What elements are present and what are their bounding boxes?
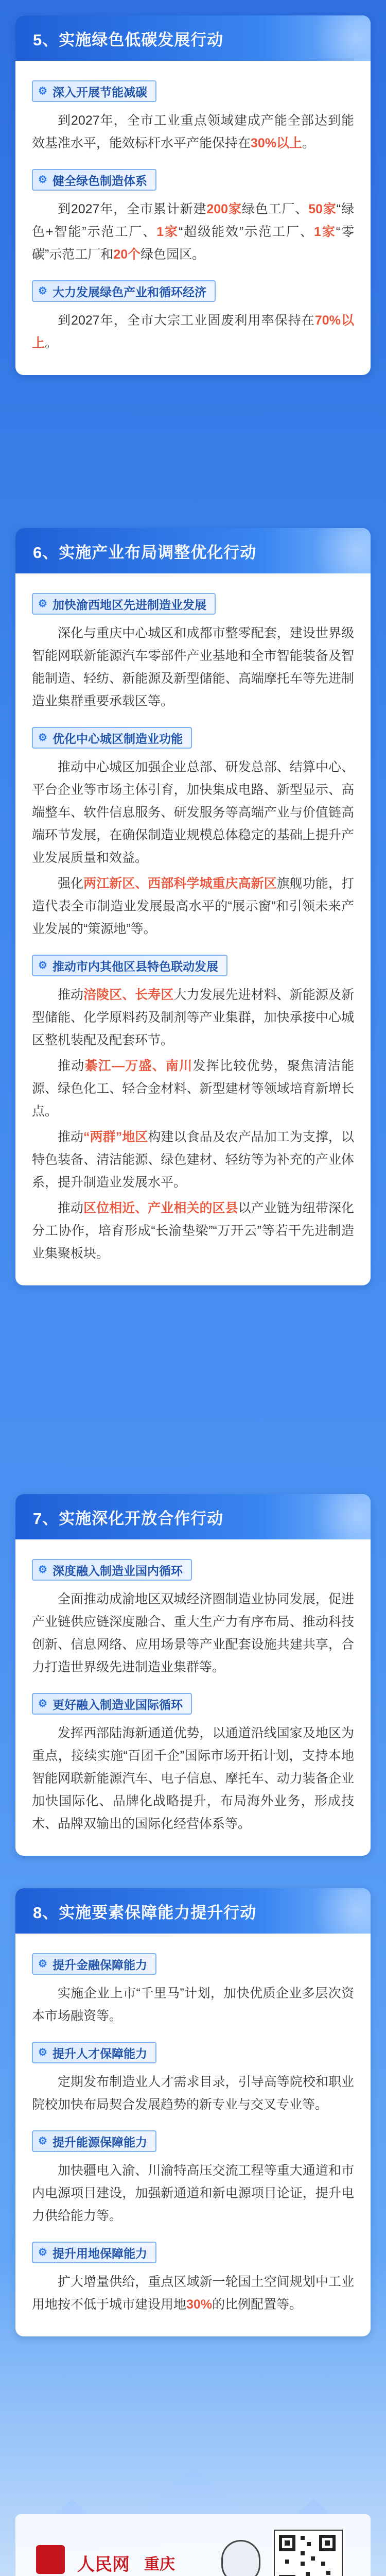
gear-icon: ⚙ — [38, 1564, 47, 1575]
subsection-heading — [32, 2130, 156, 2152]
paragraph — [32, 109, 354, 155]
section-6 — [15, 528, 371, 1285]
paragraph — [32, 1722, 354, 1835]
body-text: 推动 — [58, 1201, 84, 1215]
body-text: 绿色园区。 — [141, 247, 205, 262]
subsection-heading — [32, 280, 216, 302]
highlight-text: 1家 — [313, 225, 336, 239]
paragraph — [32, 984, 354, 1052]
gear-icon: ⚙ — [38, 2047, 47, 2058]
gear-icon: ⚙ — [38, 1958, 47, 1970]
subsection-heading — [32, 1559, 192, 1581]
section-title: 6、实施产业布局调整优化行动 — [15, 528, 371, 573]
subsection-heading-text: 大力发展绿色产业和循环经济 — [52, 285, 206, 299]
body-text: 旗舰功能，打造代表全市制造业发展最高水平的“展示窗”和引领未来产业发展的“策源地”等。 — [32, 876, 354, 936]
subsection-heading-text: 更好融入制造业国际循环 — [52, 1698, 183, 1711]
body-text: 全面推动成渝地区双城经济圈制造业协同发展，促进产业链供应链深度融合、重大生产力有序布局、推动科技创新、信息网络、应用场景等产业配套设施共建共享，合力打造世界级先进制造业集群等。 — [32, 1592, 354, 1674]
highlight-text: 30% — [186, 2297, 213, 2312]
body-text: 。 — [302, 136, 315, 150]
highlight-text: 20个 — [113, 247, 141, 262]
section-8 — [15, 1888, 371, 2336]
subsection-heading-text: 优化中心城区制造业功能 — [52, 732, 183, 745]
section-title: 8、实施要素保障能力提升行动 — [15, 1888, 371, 1934]
section-title: 7、实施深化开放合作行动 — [15, 1494, 371, 1539]
qr-code-icon — [274, 2530, 343, 2576]
paragraph — [32, 2270, 354, 2316]
body-text: 大力发展先进材料、新能源及新型储能、化学原料药及制剂等产业集群，加快承接中心城区整机装配及配套环节。 — [32, 988, 354, 1047]
subsection-heading-text: 深度融入制造业国内循环 — [52, 1564, 183, 1578]
paragraph — [32, 756, 354, 869]
paragraph — [32, 2071, 354, 2116]
highlight-text: 50家 — [308, 202, 337, 216]
body-text: 的比例配置等。 — [212, 2297, 303, 2312]
subsection-heading — [32, 169, 156, 191]
body-text: 推动中心城区加强企业总部、研发总部、结算中心、平台企业等市场主体引育，加快集成电路、新型显示、高端整车、软件信息服务、研发服务等高端产业与价值链高端环节发展，在确保制造业规模总体稳定的基础上提升产业发展质量和效益。 — [32, 760, 354, 865]
subsection-heading — [32, 2242, 156, 2263]
subsection-heading-text: 提升人才保障能力 — [52, 2046, 147, 2060]
body-text: 到2027年，全市大宗工业固废利用率保持在 — [58, 313, 315, 328]
paragraph — [32, 1055, 354, 1123]
paragraph — [32, 1126, 354, 1194]
body-text: 到2027年，全市累计新建 — [58, 202, 207, 216]
subsection-heading — [32, 727, 192, 749]
highlight-text: 綦江—万盛、南川 — [84, 1059, 193, 1073]
gear-icon: ⚙ — [38, 285, 47, 297]
chongqing-logo: 重庆 — [144, 2556, 175, 2573]
body-text: 扩大增量供给，重点区域新一轮国土空间规划中工业用地按不低于城市建设用地 — [32, 2275, 354, 2312]
body-text: 发挥西部陆海新通道优势，以通道沿线国家及地区为重点，接续实施“百团千企”国际市场开拓计划，支持本地智能网联新能源汽车、电子信息、摩托车、动力装备企业加快国际化、品牌化战略提升，布局海外业务，形成技术、品牌双输出的国际化经营体系等。 — [32, 1726, 354, 1831]
body-text: 到2027年，全市工业重点领域建成产能全部达到能效基准水平，能效标杆水平产能保持在 — [32, 113, 354, 150]
subsection-heading — [32, 955, 227, 976]
paragraph — [32, 1982, 354, 2027]
body-text: 实施企业上市“千里马”计划，加快优质企业多层次资本市场融资等。 — [32, 1986, 354, 2023]
paragraph — [32, 622, 354, 713]
highlight-text: “两群”地区 — [83, 1130, 148, 1144]
highlight-text: 区位相近、产业相关的区县 — [83, 1201, 238, 1215]
gear-icon: ⚙ — [38, 960, 47, 971]
mascot-icon — [221, 2540, 260, 2576]
body-text: 深化与重庆中心城区和成都市整零配套，建设世界级智能网联新能源汽车零部件产业基地和全市智能装备及智能制造、轻纺、新能源及新型储能、高端摩托车等先进制造业集群重要承载区等。 — [32, 626, 354, 708]
body-text: 构建以食品及农产品加工为支撑，以特色装备、清洁能源、绿色建材、轻纺等为补充的产业体系，提升制造业发展水平。 — [32, 1130, 354, 1190]
body-text: “超级能效”示范工厂、 — [179, 225, 314, 239]
paragraph — [32, 1588, 354, 1679]
subsection-heading — [32, 593, 216, 615]
body-text: “零碳”示范工厂和 — [32, 225, 355, 262]
section-5 — [15, 15, 371, 375]
highlight-text: 200家 — [206, 202, 242, 216]
gear-icon: ⚙ — [38, 86, 47, 97]
paragraph — [32, 872, 354, 940]
seal-icon — [36, 2545, 65, 2574]
paragraph — [32, 309, 354, 354]
body-text: 发挥比较优势，聚焦清洁能源、绿色化工、轻合金材料、新型建材等领域培育新增长点。 — [32, 1059, 354, 1118]
footer-logo-bar — [15, 2514, 371, 2576]
gear-icon: ⚙ — [38, 732, 47, 743]
body-text: 推动 — [58, 1059, 85, 1073]
footer — [0, 2514, 386, 2576]
subsection-heading — [32, 2042, 156, 2063]
subsection-heading-text: 提升金融保障能力 — [52, 1958, 147, 1972]
section-body — [15, 61, 371, 375]
gear-icon: ⚙ — [38, 598, 47, 609]
section-7 — [15, 1494, 371, 1856]
body-text: 推动 — [58, 1130, 84, 1144]
section-body — [15, 573, 371, 1285]
gear-icon: ⚙ — [38, 2136, 47, 2147]
body-text: 。 — [45, 336, 58, 350]
subsection-heading-text: 深入开展节能减碳 — [52, 85, 147, 99]
subsection-heading-text: 加快渝西地区先进制造业发展 — [52, 598, 206, 612]
subsection-heading — [32, 80, 156, 102]
highlight-text: 1家 — [156, 225, 179, 239]
paragraph — [32, 198, 354, 266]
body-text: 强化 — [58, 876, 84, 891]
body-text: 绿色工厂、 — [241, 202, 309, 216]
people-logo: 人民网 — [77, 2554, 130, 2575]
highlight-text: 涪陵区、长寿区 — [83, 988, 174, 1002]
body-text: 加快疆电入渝、川渝特高压交流工程等重大通道和市内电源项目建设，加强新通道和新电源项目论证，提升电力供给能力等。 — [32, 2163, 354, 2223]
subsection-heading-text: 提升用地保障能力 — [52, 2246, 147, 2260]
highlight-text: 70%以上 — [32, 313, 354, 350]
paragraph — [32, 2159, 354, 2227]
gear-icon: ⚙ — [38, 1698, 47, 1709]
subsection-heading-text: 推动市内其他区县特色联动发展 — [52, 959, 218, 973]
body-text: 定期发布制造业人才需求目录，引导高等院校和职业院校加快布局契合发展趋势的新专业与交叉专业等。 — [32, 2075, 354, 2112]
body-text: 推动 — [58, 988, 84, 1002]
paragraph — [32, 1197, 354, 1265]
gear-icon: ⚙ — [38, 174, 47, 185]
subsection-heading-text: 健全绿色制造体系 — [52, 174, 147, 188]
section-title: 5、实施绿色低碳发展行动 — [15, 15, 371, 61]
gear-icon: ⚙ — [38, 2247, 47, 2258]
section-body — [15, 1539, 371, 1856]
highlight-text: 30%以上 — [251, 136, 303, 150]
section-body — [15, 1934, 371, 2336]
body-text: 以产业链为纽带深化分工协作，培育形成“长渝垫梁”“万开云”等若干先进制造业集聚板块。 — [32, 1201, 354, 1261]
subsection-heading — [32, 1953, 156, 1975]
subsection-heading — [32, 1693, 192, 1715]
body-text: “绿色+智能”示范工厂、 — [32, 202, 354, 239]
highlight-text: 两江新区、西部科学城重庆高新区 — [83, 876, 277, 891]
subsection-heading-text: 提升能源保障能力 — [52, 2135, 147, 2149]
